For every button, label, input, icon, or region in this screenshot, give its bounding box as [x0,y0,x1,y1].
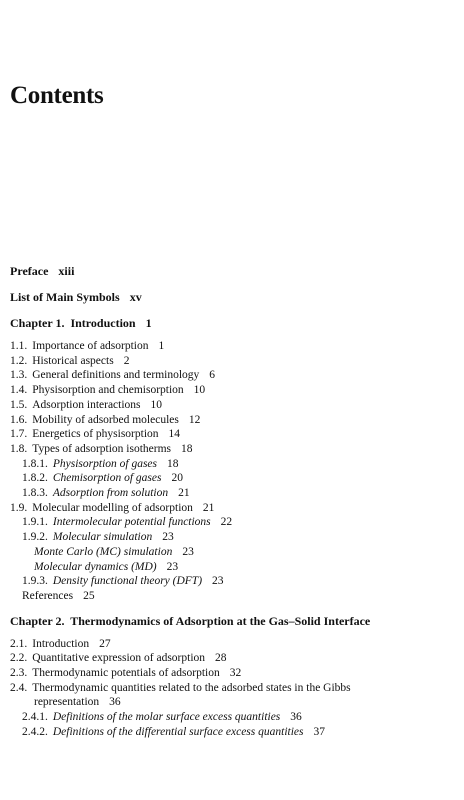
entry-text: Chemisorption of gases [52,472,162,485]
toc-page-number: 36 [109,696,121,709]
chapter-title: Thermodynamics of Adsorption at the Gas–Solid Interface [70,613,371,628]
toc-chapter-2[interactable] [10,613,456,629]
toc-entry-continuation[interactable] [10,695,456,710]
toc-page-number: 6 [209,369,216,382]
toc-entry[interactable] [10,515,456,530]
toc-entry[interactable] [10,637,456,652]
toc-entry[interactable] [10,368,456,383]
toc-entry[interactable] [10,710,456,725]
toc-page-number: 20 [171,472,183,485]
entry-number: 1.5. [10,398,28,411]
toc-page-number: 18 [167,457,179,470]
entry-text: Mobility of adsorbed molecules [32,413,179,426]
entry-number: 2.2. [10,652,28,665]
entry-number: 1.8.3. [22,487,48,500]
toc-page-number: 1 [158,340,165,352]
entry-number: 2.3. [10,667,28,680]
toc-page-number: 21 [178,487,190,500]
toc-page-number: 36 [290,711,302,724]
toc-entry[interactable] [10,666,456,681]
toc-entry-references[interactable] [10,589,456,604]
entry-text: Molecular dynamics (MD) [34,560,157,573]
entry-text: Quantitative expression of adsorption [32,652,206,665]
chapter-label: Chapter 1. [10,316,65,330]
entry-text: Historical aspects [32,354,114,367]
entry-text: Definitions of the molar surface excess quantities [52,711,281,724]
toc-entry[interactable] [10,427,456,442]
chapter-title: Introduction [70,316,136,330]
toc-page-number: 23 [162,531,174,544]
toc-entry[interactable] [10,398,456,413]
table-of-contents [10,263,456,740]
chapter-1-entries [10,339,456,604]
page-title: Contents [10,82,104,109]
toc-entry[interactable] [10,442,456,457]
entry-text: Adsorption from solution [52,487,169,500]
toc-entry[interactable] [10,413,456,428]
toc-entry[interactable] [10,651,456,666]
entry-text: Physisorption and chemisorption [32,384,184,397]
toc-page-number: 10 [193,384,206,397]
entry-text: Thermodynamic potentials of adsorption [32,667,220,680]
toc-page-number: 2 [123,354,130,367]
toc-front-label: List of Main Symbols [10,290,120,304]
toc-page-number: xv [129,290,142,304]
toc-page-number: 25 [83,589,95,602]
entry-number: 2.1. [10,637,28,650]
chapter-label: Chapter 2. [10,613,65,628]
entry-text: Molecular simulation [52,531,153,544]
entry-number: 1.1. [10,340,28,352]
entry-number: 1.4. [10,384,28,397]
toc-entry[interactable] [10,354,456,369]
entry-text: Types of adsorption isotherms [32,442,172,455]
entry-number: 1.6. [10,413,28,426]
toc-entry[interactable] [10,471,456,486]
entry-text: References [22,589,74,602]
entry-text: General definitions and terminology [32,369,200,382]
toc-page-number: xiii [58,264,75,278]
entry-text: Adsorption interactions [32,398,141,411]
toc-page-number: 23 [182,545,194,558]
entry-text: Intermolecular potential functions [52,516,211,529]
entry-text: representation [34,696,100,709]
entry-number: 2.4. [10,681,28,694]
entry-text: Energetics of physisorption [32,428,159,441]
toc-entry[interactable] [10,486,456,501]
toc-page-number: 27 [99,637,111,650]
toc-entry[interactable] [10,545,456,560]
toc-entry[interactable] [10,457,456,472]
entry-number: 2.4.2. [22,725,48,738]
toc-page-number: 32 [229,667,242,680]
toc-front-label: Preface [10,264,49,278]
entry-number: 1.9.1. [22,516,48,529]
toc-chapter-1[interactable] [10,315,456,331]
toc-page-number: 23 [166,560,179,573]
entry-text: Molecular modelling of adsorption [32,501,193,514]
chapter-2-entries [10,637,456,740]
toc-entry[interactable] [10,530,456,545]
toc-page-number: 37 [313,725,325,738]
toc-entry[interactable] [10,383,456,398]
toc-page-number: 1 [145,316,152,330]
entry-number: 1.9.2. [22,531,48,544]
entry-text: Density functional theory (DFT) [52,575,203,588]
toc-page-number: 28 [215,652,227,665]
toc-entry[interactable] [10,681,456,696]
toc-front-symbols[interactable] [10,289,456,305]
toc-entry[interactable] [10,560,456,575]
entry-number: 1.3. [10,369,28,382]
entry-number: 1.8.2. [22,472,48,485]
entry-text: Thermodynamic quantities related to the adsorbed states in the Gibbs [32,681,351,694]
toc-front-preface[interactable] [10,263,456,279]
entry-number: 1.7. [10,428,28,441]
entry-number: 1.8. [10,442,28,455]
entry-number: 1.9.3. [22,575,48,588]
entry-text: Introduction [32,637,90,650]
entry-number: 1.8.1. [22,457,48,470]
toc-entry[interactable] [10,501,456,516]
toc-page-number: 18 [181,442,193,455]
entry-number: 1.2. [10,354,28,367]
toc-page-number: 12 [188,413,201,426]
toc-page-number: 22 [220,516,233,529]
entry-number: 2.4.1. [22,711,48,724]
entry-text: Importance of adsorption [32,340,149,352]
toc-page-number: 10 [150,398,163,411]
entry-number: 1.9. [10,501,28,514]
toc-page-number: 21 [202,501,215,514]
toc-page-number: 14 [168,428,181,441]
toc-entry[interactable] [10,574,456,589]
entry-text: Definitions of the differential surface excess quantities [52,725,304,738]
toc-entry[interactable] [10,339,456,354]
toc-page-number: 23 [212,575,224,588]
entry-text: Physisorption of gases [52,457,158,470]
entry-text: Monte Carlo (MC) simulation [34,545,173,558]
toc-entry[interactable] [10,725,456,740]
